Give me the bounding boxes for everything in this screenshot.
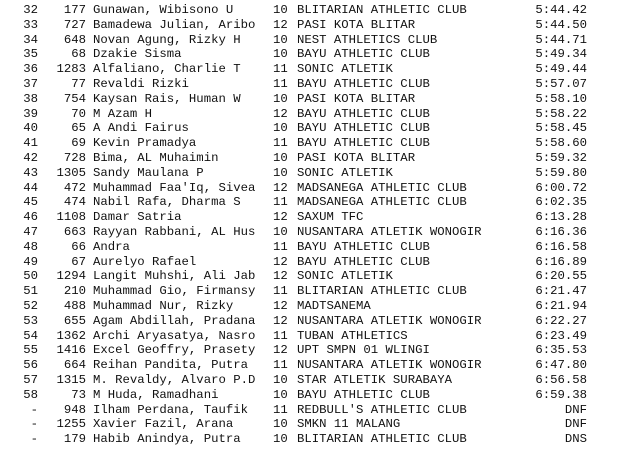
result-name: Gunawan, Wibisono U [93, 3, 234, 17]
result-name: Nabil Rafa, Dharma S [93, 195, 241, 210]
result-name: Habib Anindya, Putra [93, 432, 241, 447]
result-place: 32 [23, 3, 38, 17]
result-place: 38 [23, 91, 38, 106]
result-bib: 1255 [56, 417, 86, 432]
result-name: Kaysan Rais, Human W [93, 91, 241, 106]
result-team: TUBAN ATHLETICS [297, 328, 408, 343]
result-row [0, 18, 621, 33]
result-bib: 1315 [56, 372, 86, 387]
result-place: - [30, 417, 38, 432]
result-place: 54 [23, 328, 38, 343]
result-row [0, 240, 621, 255]
result-place: 33 [23, 17, 38, 32]
result-place: 37 [23, 76, 38, 91]
result-name: Alfaliano, Charlie T [93, 62, 241, 77]
result-time: 6:16.89 [535, 254, 587, 269]
result-row [0, 47, 621, 62]
result-year: 11 [273, 402, 288, 417]
result-place: 52 [23, 298, 38, 313]
result-place: 36 [23, 62, 38, 77]
result-year: 11 [273, 62, 288, 77]
result-name: Ilham Perdana, Taufik [93, 402, 248, 417]
result-team: BAYU ATHLETIC CLUB [297, 254, 430, 269]
result-row [0, 107, 621, 122]
result-year: 11 [273, 76, 288, 91]
result-time: 6:16.36 [535, 224, 587, 239]
result-row [0, 3, 621, 18]
result-time: 6:13.28 [535, 210, 587, 225]
result-name: Muhammad Gio, Firmansy [93, 284, 256, 299]
result-team: BLITARIAN ATHLETIC CLUB [297, 432, 467, 447]
result-time: 6:00.72 [535, 180, 587, 195]
result-time: 5:49.44 [535, 62, 587, 77]
result-bib: 472 [63, 180, 86, 195]
result-time: 5:44.71 [535, 32, 587, 47]
result-time: DNF [564, 402, 587, 417]
result-year: 10 [273, 3, 288, 17]
result-bib: 67 [71, 254, 86, 269]
result-place: 57 [23, 372, 38, 387]
results-list [0, 3, 621, 447]
result-bib: 77 [71, 76, 86, 91]
result-row [0, 284, 621, 299]
result-name: M Huda, Ramadhani [93, 387, 219, 402]
result-name: M Azam H [93, 106, 153, 121]
result-year: 12 [273, 106, 288, 121]
result-team: PASI KOTA BLITAR [297, 150, 416, 165]
result-row [0, 343, 621, 358]
result-year: 12 [273, 210, 288, 225]
result-time: 6:47.80 [535, 358, 587, 373]
result-bib: 1294 [56, 269, 86, 284]
result-name: Dzakie Sisma [93, 47, 182, 62]
result-year: 12 [273, 17, 288, 32]
result-place: - [30, 402, 38, 417]
result-bib: 73 [71, 387, 86, 402]
result-year: 10 [273, 372, 288, 387]
result-team: BLITARIAN ATHLETIC CLUB [297, 284, 467, 299]
result-name: Rayyan Rabbani, AL Hus [93, 224, 256, 239]
result-time: 6:23.49 [535, 328, 587, 343]
result-row [0, 62, 621, 77]
result-year: 12 [273, 298, 288, 313]
result-bib: 70 [71, 106, 86, 121]
result-name: Damar Satria [93, 210, 182, 225]
result-team: REDBULL'S ATHLETIC CLUB [297, 402, 467, 417]
result-team: NEST ATHLETICS CLUB [297, 32, 438, 47]
result-time: 5:57.07 [535, 76, 587, 91]
result-name: M. Revaldy, Alvaro P.D [93, 372, 256, 387]
result-time: DNF [564, 417, 587, 432]
result-year: 11 [273, 239, 288, 254]
result-name: Aurelyo Rafael [93, 254, 197, 269]
result-bib: 69 [71, 136, 86, 151]
result-name: Andra [93, 239, 130, 254]
result-team: MADSANEGA ATHLETIC CLUB [297, 180, 467, 195]
result-time: 5:44.50 [535, 17, 587, 32]
result-team: SONIC ATLETIK [297, 62, 393, 77]
result-name: Xavier Fazil, Arana [93, 417, 234, 432]
result-place: 47 [23, 224, 38, 239]
result-row [0, 210, 621, 225]
result-bib: 66 [71, 239, 86, 254]
result-place: - [30, 432, 38, 447]
result-bib: 1305 [56, 165, 86, 180]
result-row [0, 136, 621, 151]
result-name: Archi Aryasatya, Nasro [93, 328, 256, 343]
result-time: 5:58.22 [535, 106, 587, 121]
result-row [0, 92, 621, 107]
result-place: 40 [23, 121, 38, 136]
result-year: 10 [273, 121, 288, 136]
result-bib: 648 [63, 32, 86, 47]
result-year: 12 [273, 269, 288, 284]
result-row [0, 417, 621, 432]
result-year: 12 [273, 343, 288, 358]
result-time: 6:59.38 [535, 387, 587, 402]
result-row [0, 432, 621, 447]
result-row [0, 121, 621, 136]
result-year: 12 [273, 313, 288, 328]
result-time: 5:58.60 [535, 136, 587, 151]
result-time: 5:44.42 [535, 3, 587, 17]
result-name: Reihan Pandita, Putra [93, 358, 248, 373]
result-name: Kevin Pramadya [93, 136, 197, 151]
result-team: BAYU ATHLETIC CLUB [297, 47, 430, 62]
result-place: 42 [23, 150, 38, 165]
result-bib: 728 [63, 150, 86, 165]
result-place: 41 [23, 136, 38, 151]
result-name: Excel Geoffry, Prasety [93, 343, 256, 358]
result-bib: 655 [63, 313, 86, 328]
result-time: 6:21.47 [535, 284, 587, 299]
result-place: 50 [23, 269, 38, 284]
result-year: 10 [273, 387, 288, 402]
result-name: A Andi Fairus [93, 121, 189, 136]
result-time: 6:21.94 [535, 298, 587, 313]
result-team: MADTSANEMA [297, 298, 371, 313]
result-place: 35 [23, 47, 38, 62]
result-place: 34 [23, 32, 38, 47]
result-name: Novan Agung, Rizky H [93, 32, 241, 47]
result-bib: 179 [63, 432, 86, 447]
result-name: Revaldi Rizki [93, 76, 189, 91]
result-bib: 663 [63, 224, 86, 239]
result-team: PASI KOTA BLITAR [297, 91, 416, 106]
result-year: 10 [273, 32, 288, 47]
result-bib: 1283 [56, 62, 86, 77]
result-row [0, 166, 621, 181]
result-team: BAYU ATHLETIC CLUB [297, 387, 430, 402]
result-team: STAR ATLETIK SURABAYA [297, 372, 452, 387]
result-name: Muhammad Nur, Rizky [93, 298, 234, 313]
result-name: Muhammad Faa'Iq, Sivea [93, 180, 256, 195]
result-year: 10 [273, 165, 288, 180]
result-place: 43 [23, 165, 38, 180]
result-row [0, 269, 621, 284]
result-team: SONIC ATLETIK [297, 269, 393, 284]
result-team: SMKN 11 MALANG [297, 417, 401, 432]
result-time: 5:59.80 [535, 165, 587, 180]
result-place: 49 [23, 254, 38, 269]
result-team: BAYU ATHLETIC CLUB [297, 239, 430, 254]
result-row [0, 373, 621, 388]
result-row [0, 181, 621, 196]
result-name: Agam Abdillah, Pradana [93, 313, 256, 328]
result-row [0, 255, 621, 270]
result-row [0, 403, 621, 418]
result-bib: 210 [63, 284, 86, 299]
result-year: 10 [273, 432, 288, 447]
result-time: 6:56.58 [535, 372, 587, 387]
result-place: 56 [23, 358, 38, 373]
result-year: 10 [273, 150, 288, 165]
result-bib: 474 [63, 195, 86, 210]
result-place: 48 [23, 239, 38, 254]
result-year: 10 [273, 224, 288, 239]
result-year: 11 [273, 328, 288, 343]
result-time: DNS [564, 432, 587, 447]
result-place: 46 [23, 210, 38, 225]
result-row [0, 77, 621, 92]
result-row [0, 299, 621, 314]
result-team: NUSANTARA ATLETIK WONOGIR [297, 313, 482, 328]
result-time: 5:58.45 [535, 121, 587, 136]
result-team: NUSANTARA ATLETIK WONOGIR [297, 358, 482, 373]
result-time: 6:20.55 [535, 269, 587, 284]
result-year: 12 [273, 254, 288, 269]
result-team: PASI KOTA BLITAR [297, 17, 416, 32]
result-bib: 488 [63, 298, 86, 313]
result-year: 10 [273, 47, 288, 62]
result-bib: 754 [63, 91, 86, 106]
result-name: Bima, AL Muhaimin [93, 150, 219, 165]
result-bib: 1416 [56, 343, 86, 358]
result-bib: 948 [63, 402, 86, 417]
result-row [0, 329, 621, 344]
result-team: NUSANTARA ATLETIK WONOGIR [297, 224, 482, 239]
result-time: 6:35.53 [535, 343, 587, 358]
result-name: Bamadewa Julian, Aribo [93, 17, 256, 32]
result-team: BAYU ATHLETIC CLUB [297, 76, 430, 91]
result-place: 53 [23, 313, 38, 328]
result-place: 39 [23, 106, 38, 121]
result-place: 58 [23, 387, 38, 402]
result-name: Langit Muhshi, Ali Jab [93, 269, 256, 284]
result-row [0, 225, 621, 240]
result-year: 10 [273, 91, 288, 106]
result-bib: 1108 [56, 210, 86, 225]
result-team: BLITARIAN ATHLETIC CLUB [297, 3, 467, 17]
result-row [0, 151, 621, 166]
result-place: 44 [23, 180, 38, 195]
result-team: UPT SMPN 01 WLINGI [297, 343, 430, 358]
result-row [0, 195, 621, 210]
result-bib: 664 [63, 358, 86, 373]
result-bib: 65 [71, 121, 86, 136]
result-year: 11 [273, 284, 288, 299]
result-team: SAXUM TFC [297, 210, 364, 225]
result-team: BAYU ATHLETIC CLUB [297, 106, 430, 121]
result-bib: 727 [63, 17, 86, 32]
result-bib: 1362 [56, 328, 86, 343]
result-team: BAYU ATHLETIC CLUB [297, 121, 430, 136]
result-year: 11 [273, 136, 288, 151]
result-time: 5:58.10 [535, 91, 587, 106]
result-time: 6:22.27 [535, 313, 587, 328]
result-team: MADSANEGA ATHLETIC CLUB [297, 195, 467, 210]
result-year: 12 [273, 180, 288, 195]
result-bib: 177 [63, 3, 86, 17]
result-time: 5:59.32 [535, 150, 587, 165]
result-time: 6:02.35 [535, 195, 587, 210]
result-row [0, 314, 621, 329]
result-year: 10 [273, 417, 288, 432]
result-row [0, 388, 621, 403]
result-year: 11 [273, 358, 288, 373]
result-row [0, 33, 621, 48]
result-team: BAYU ATHLETIC CLUB [297, 136, 430, 151]
result-row [0, 358, 621, 373]
result-place: 51 [23, 284, 38, 299]
result-place: 45 [23, 195, 38, 210]
result-time: 6:16.58 [535, 239, 587, 254]
result-bib: 68 [71, 47, 86, 62]
result-team: SONIC ATLETIK [297, 165, 393, 180]
result-year: 11 [273, 195, 288, 210]
result-time: 5:49.34 [535, 47, 587, 62]
result-name: Sandy Maulana P [93, 165, 204, 180]
result-place: 55 [23, 343, 38, 358]
